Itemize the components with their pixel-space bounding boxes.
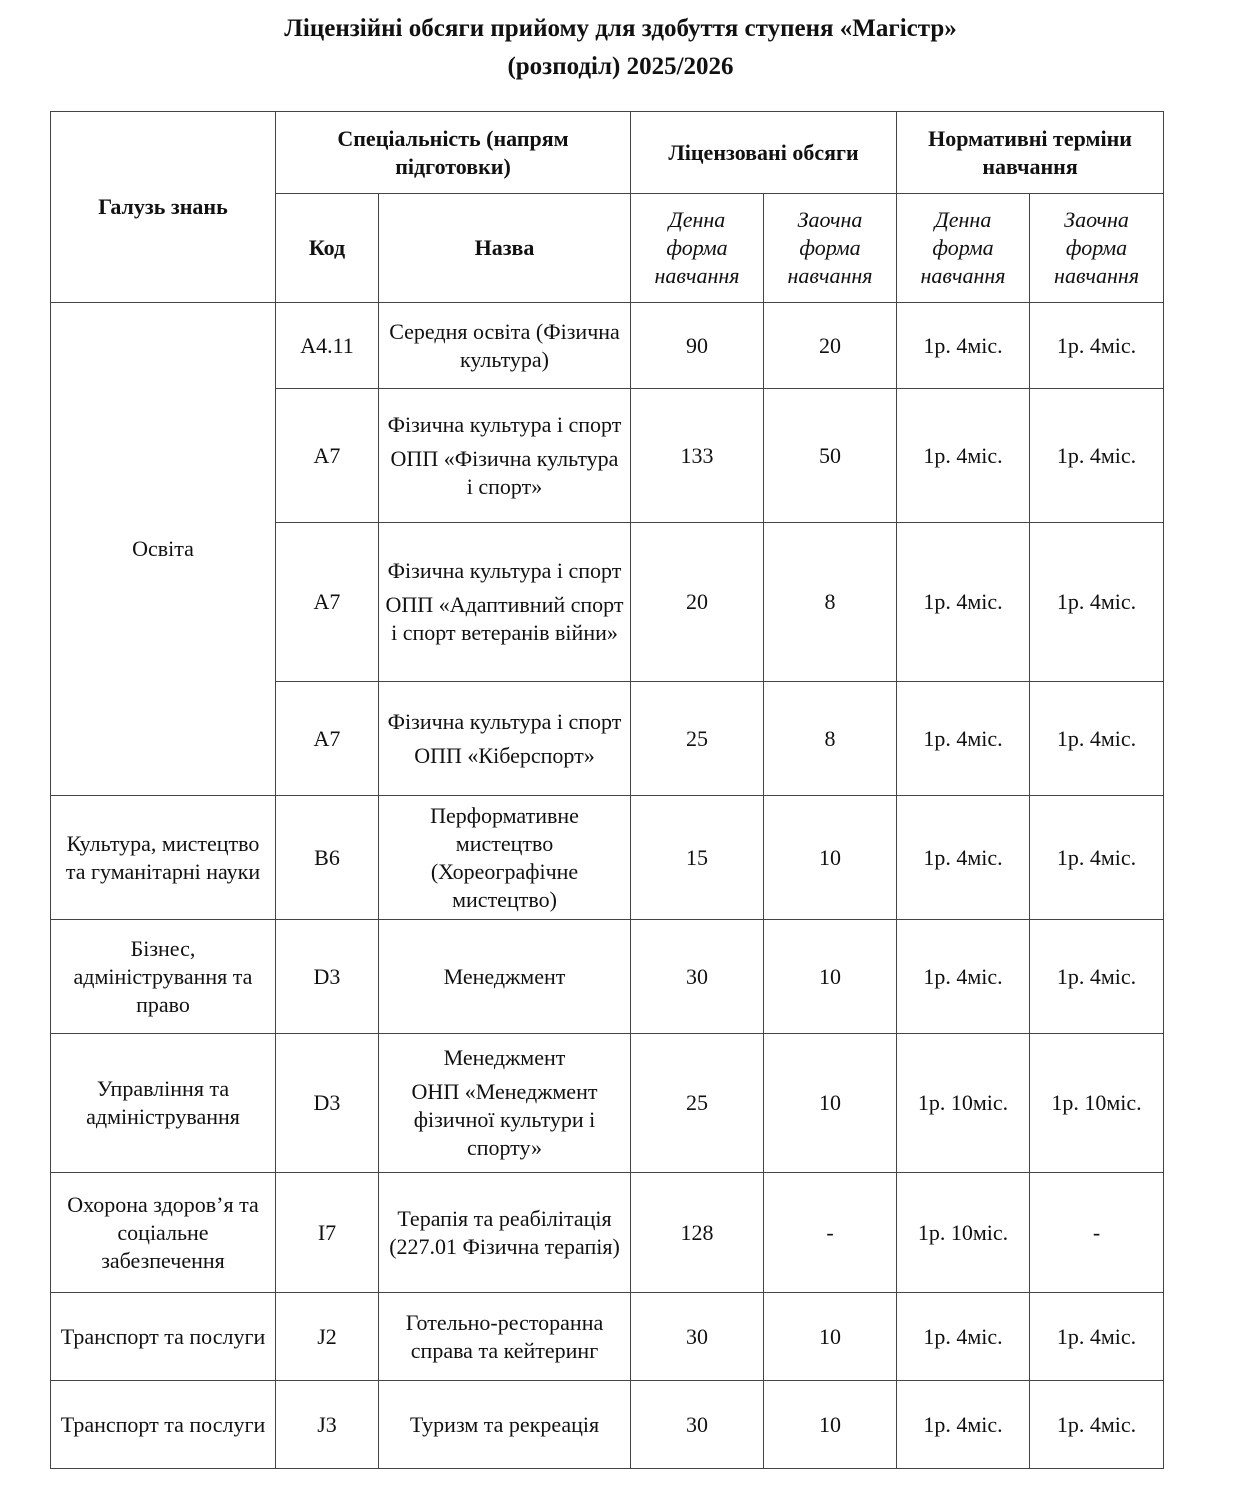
term-parttime-cell: 1р. 4міс. — [1030, 1293, 1164, 1381]
name-line: Середня освіта (Фізична культура) — [389, 318, 620, 372]
header-licensed: Ліцензовані обсяги — [631, 112, 897, 194]
licensed-fulltime-cell: 133 — [631, 389, 764, 523]
header-licensed-parttime: Заочна форма навчання — [764, 194, 897, 303]
code-cell: J3 — [276, 1381, 379, 1469]
code-cell: А4.11 — [276, 303, 379, 389]
table-row — [51, 1173, 1164, 1293]
field-cell: Транспорт та послуги — [51, 1381, 276, 1469]
term-fulltime-cell: 1р. 10міс. — [897, 1034, 1030, 1173]
name-cell — [379, 1293, 631, 1381]
term-fulltime-cell: 1р. 4міс. — [897, 303, 1030, 389]
name-line: ОПП «Фізична культура і спорт» — [390, 445, 619, 499]
licensed-parttime-cell: 10 — [764, 920, 897, 1034]
term-fulltime-cell: 1р. 4міс. — [897, 1381, 1030, 1469]
name-cell — [379, 920, 631, 1034]
name-line: Менеджмент — [443, 1045, 566, 1070]
table-row — [51, 1381, 1164, 1469]
licensed-fulltime-cell: 25 — [631, 1034, 764, 1173]
code-cell: D3 — [276, 1034, 379, 1173]
term-parttime-cell: 1р. 4міс. — [1030, 389, 1164, 523]
name-cell — [379, 1034, 631, 1173]
field-cell: Транспорт та послуги — [51, 1293, 276, 1381]
code-cell: А7 — [276, 682, 379, 796]
licensed-fulltime-cell: 90 — [631, 303, 764, 389]
code-cell: А7 — [276, 523, 379, 682]
field-cell: Освіта — [51, 303, 276, 796]
licensed-parttime-cell: - — [764, 1173, 897, 1293]
licensed-parttime-cell: 8 — [764, 682, 897, 796]
table-body — [51, 303, 1164, 1469]
term-parttime-cell: 1р. 4міс. — [1030, 796, 1164, 920]
table-row — [51, 1293, 1164, 1381]
licensed-fulltime-cell: 128 — [631, 1173, 764, 1293]
name-line: Терапія та реабілітація (227.01 Фізична терапія) — [389, 1205, 620, 1259]
code-cell: А7 — [276, 389, 379, 523]
table-row — [51, 920, 1164, 1034]
header-term-fulltime: Денна форма навчання — [897, 194, 1030, 303]
term-fulltime-cell: 1р. 4міс. — [897, 920, 1030, 1034]
name-cell — [379, 303, 631, 389]
term-fulltime-cell: 1р. 4міс. — [897, 1293, 1030, 1381]
code-cell: В6 — [276, 796, 379, 920]
header-name: Назва — [379, 194, 631, 303]
table-row — [51, 1034, 1164, 1173]
licensed-fulltime-cell: 30 — [631, 920, 764, 1034]
field-cell: Охорона здоров’я та соціальне забезпечення — [51, 1173, 276, 1293]
licensed-fulltime-cell: 30 — [631, 1381, 764, 1469]
licensed-fulltime-cell: 25 — [631, 682, 764, 796]
licensed-fulltime-cell: 30 — [631, 1293, 764, 1381]
term-fulltime-cell: 1р. 4міс. — [897, 523, 1030, 682]
name-cell — [379, 523, 631, 682]
code-cell: D3 — [276, 920, 379, 1034]
licensed-parttime-cell: 10 — [764, 1381, 897, 1469]
term-fulltime-cell: 1р. 4міс. — [897, 682, 1030, 796]
name-line: Менеджмент — [443, 963, 566, 989]
field-cell: Управління та адміністрування — [51, 1034, 276, 1173]
term-parttime-cell: 1р. 4міс. — [1030, 303, 1164, 389]
name-line: ОНП «Менеджмент фізичної культури і спорту» — [411, 1079, 598, 1160]
term-parttime-cell: 1р. 10міс. — [1030, 1034, 1164, 1173]
name-line: Фізична культура і спорт — [387, 411, 622, 437]
name-cell — [379, 796, 631, 920]
term-fulltime-cell: 1р. 4міс. — [897, 389, 1030, 523]
code-cell: J2 — [276, 1293, 379, 1381]
table-row — [51, 303, 1164, 389]
licensed-parttime-cell: 8 — [764, 523, 897, 682]
licensed-parttime-cell: 20 — [764, 303, 897, 389]
page-subtitle: (розподіл) 2025/2026 — [507, 53, 734, 80]
licensed-fulltime-cell: 20 — [631, 523, 764, 682]
header-field: Галузь знань — [51, 112, 276, 303]
term-parttime-cell: 1р. 4міс. — [1030, 920, 1164, 1034]
licensed-parttime-cell: 50 — [764, 389, 897, 523]
term-fulltime-cell: 1р. 4міс. — [897, 796, 1030, 920]
field-cell: Культура, мистецтво та гуманітарні науки — [51, 796, 276, 920]
table-row — [51, 796, 1164, 920]
term-fulltime-cell: 1р. 10міс. — [897, 1173, 1030, 1293]
field-cell: Бізнес, адміністрування та право — [51, 920, 276, 1034]
header-term-parttime: Заочна форма навчання — [1030, 194, 1164, 303]
name-line: ОПП «Кіберспорт» — [414, 742, 595, 768]
name-line: Фізична культура і спорт — [387, 558, 622, 583]
name-cell — [379, 682, 631, 796]
header-licensed-fulltime: Денна форма навчання — [631, 194, 764, 303]
page-title: Ліцензійні обсяги прийому для здобуття ступеня «Магістр» — [284, 15, 957, 42]
name-line: Туризм та рекреація — [409, 1411, 600, 1437]
term-parttime-cell: - — [1030, 1173, 1164, 1293]
licensed-fulltime-cell: 15 — [631, 796, 764, 920]
licensed-parttime-cell: 10 — [764, 1034, 897, 1173]
licensed-parttime-cell: 10 — [764, 796, 897, 920]
admission-table — [50, 111, 1164, 1469]
name-line: ОПП «Адаптивний спорт і спорт ветеранів війни» — [385, 592, 624, 645]
header-terms: Нормативні терміни навчання — [897, 112, 1164, 194]
header-specialty: Спеціальність (напрям підготовки) — [276, 112, 631, 194]
name-line: Готельно-ресторанна справа та кейтеринг — [405, 1309, 604, 1363]
code-cell: I7 — [276, 1173, 379, 1293]
name-cell — [379, 1173, 631, 1293]
name-line: Перформативне мистецтво (Хореографічне мистецтво) — [430, 802, 579, 912]
term-parttime-cell: 1р. 4міс. — [1030, 1381, 1164, 1469]
name-line: Фізична культура і спорт — [387, 708, 622, 734]
term-parttime-cell: 1р. 4міс. — [1030, 682, 1164, 796]
name-cell — [379, 389, 631, 523]
header-code: Код — [276, 194, 379, 303]
name-cell — [379, 1381, 631, 1469]
term-parttime-cell: 1р. 4міс. — [1030, 523, 1164, 682]
licensed-parttime-cell: 10 — [764, 1293, 897, 1381]
